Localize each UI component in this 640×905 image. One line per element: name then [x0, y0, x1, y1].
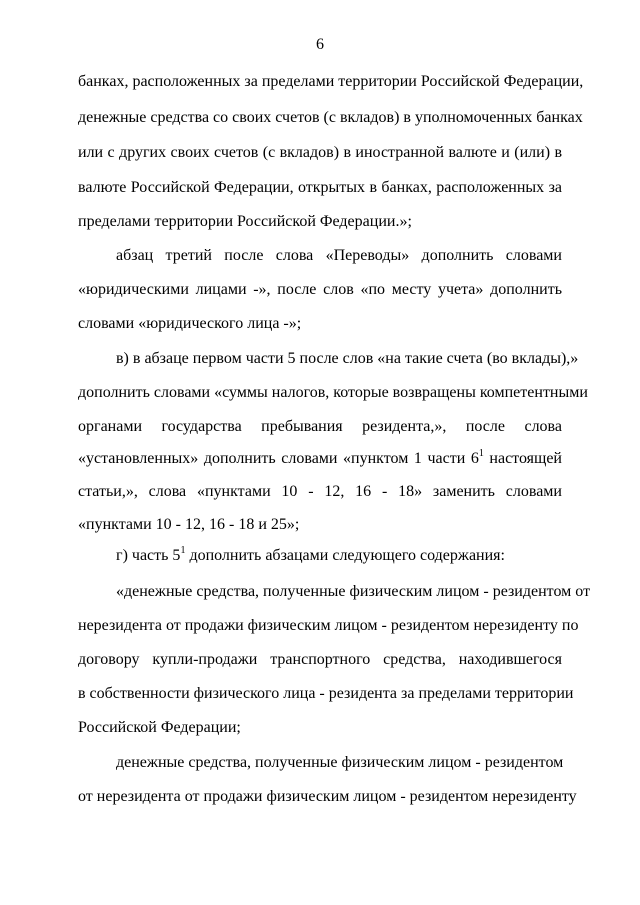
- text-line: денежные средства, полученные физическим лицом - резидентом: [116, 754, 564, 771]
- page-number: 6: [316, 36, 324, 53]
- text-line: пределами территории Российской Федерации.»;: [78, 213, 412, 230]
- text-line: денежные средства со своих счетов (с вкладов) в уполномоченных банках: [78, 109, 583, 126]
- text-line: в собственности физического лица - резидента за пределами территории: [78, 685, 574, 702]
- text-line: договору купли-продажи транспортного средства, находившегося: [78, 651, 562, 668]
- text-line: [116, 546, 562, 566]
- text-line: абзац третий после слова «Переводы» дополнить словами: [116, 247, 562, 264]
- text-line: словами «юридического лица -»;: [78, 315, 302, 332]
- superscript: 1: [180, 545, 186, 556]
- text-line: [78, 449, 562, 469]
- text-line: «пунктами 10 - 12, 16 - 18 и 25»;: [78, 516, 300, 533]
- text-line: статьи,», слова «пунктами 10 - 12, 16 - 18» заменить словами: [78, 483, 562, 500]
- text-fragment: настоящей: [483, 450, 562, 467]
- text-line: «денежные средства, полученные физическим лицом - резидентом от: [116, 583, 591, 600]
- text-fragment: г) часть 5: [116, 547, 181, 564]
- text-line: банках, расположенных за пределами территории Российской Федерации,: [78, 73, 584, 90]
- text-line: от нерезидента от продажи физическим лицом - резидентом нерезиденту: [78, 788, 577, 805]
- text-line: нерезидента от продажи физическим лицом - резидентом нерезиденту по: [78, 617, 579, 634]
- text-line: в) в абзаце первом части 5 после слов «на такие счета (во вклады),»: [116, 350, 579, 367]
- superscript: 1: [478, 448, 484, 459]
- text-fragment: дополнить абзацами следующего содержания:: [185, 547, 505, 564]
- text-line: органами государства пребывания резидента,», после слова: [78, 418, 562, 435]
- text-line: валюте Российской Федерации, открытых в банках, расположенных за: [78, 179, 562, 196]
- text-line: дополнить словами «суммы налогов, которые возвращены компетентными: [78, 384, 588, 401]
- text-line: «юридическими лицами -», после слов «по месту учета» дополнить: [78, 281, 562, 298]
- text-line: Российской Федерации;: [78, 719, 241, 736]
- text-line: или с других своих счетов (с вкладов) в иностранной валюте и (или) в: [78, 144, 562, 161]
- text-fragment: «установленных» дополнить словами «пунктом 1 части 6: [78, 450, 479, 467]
